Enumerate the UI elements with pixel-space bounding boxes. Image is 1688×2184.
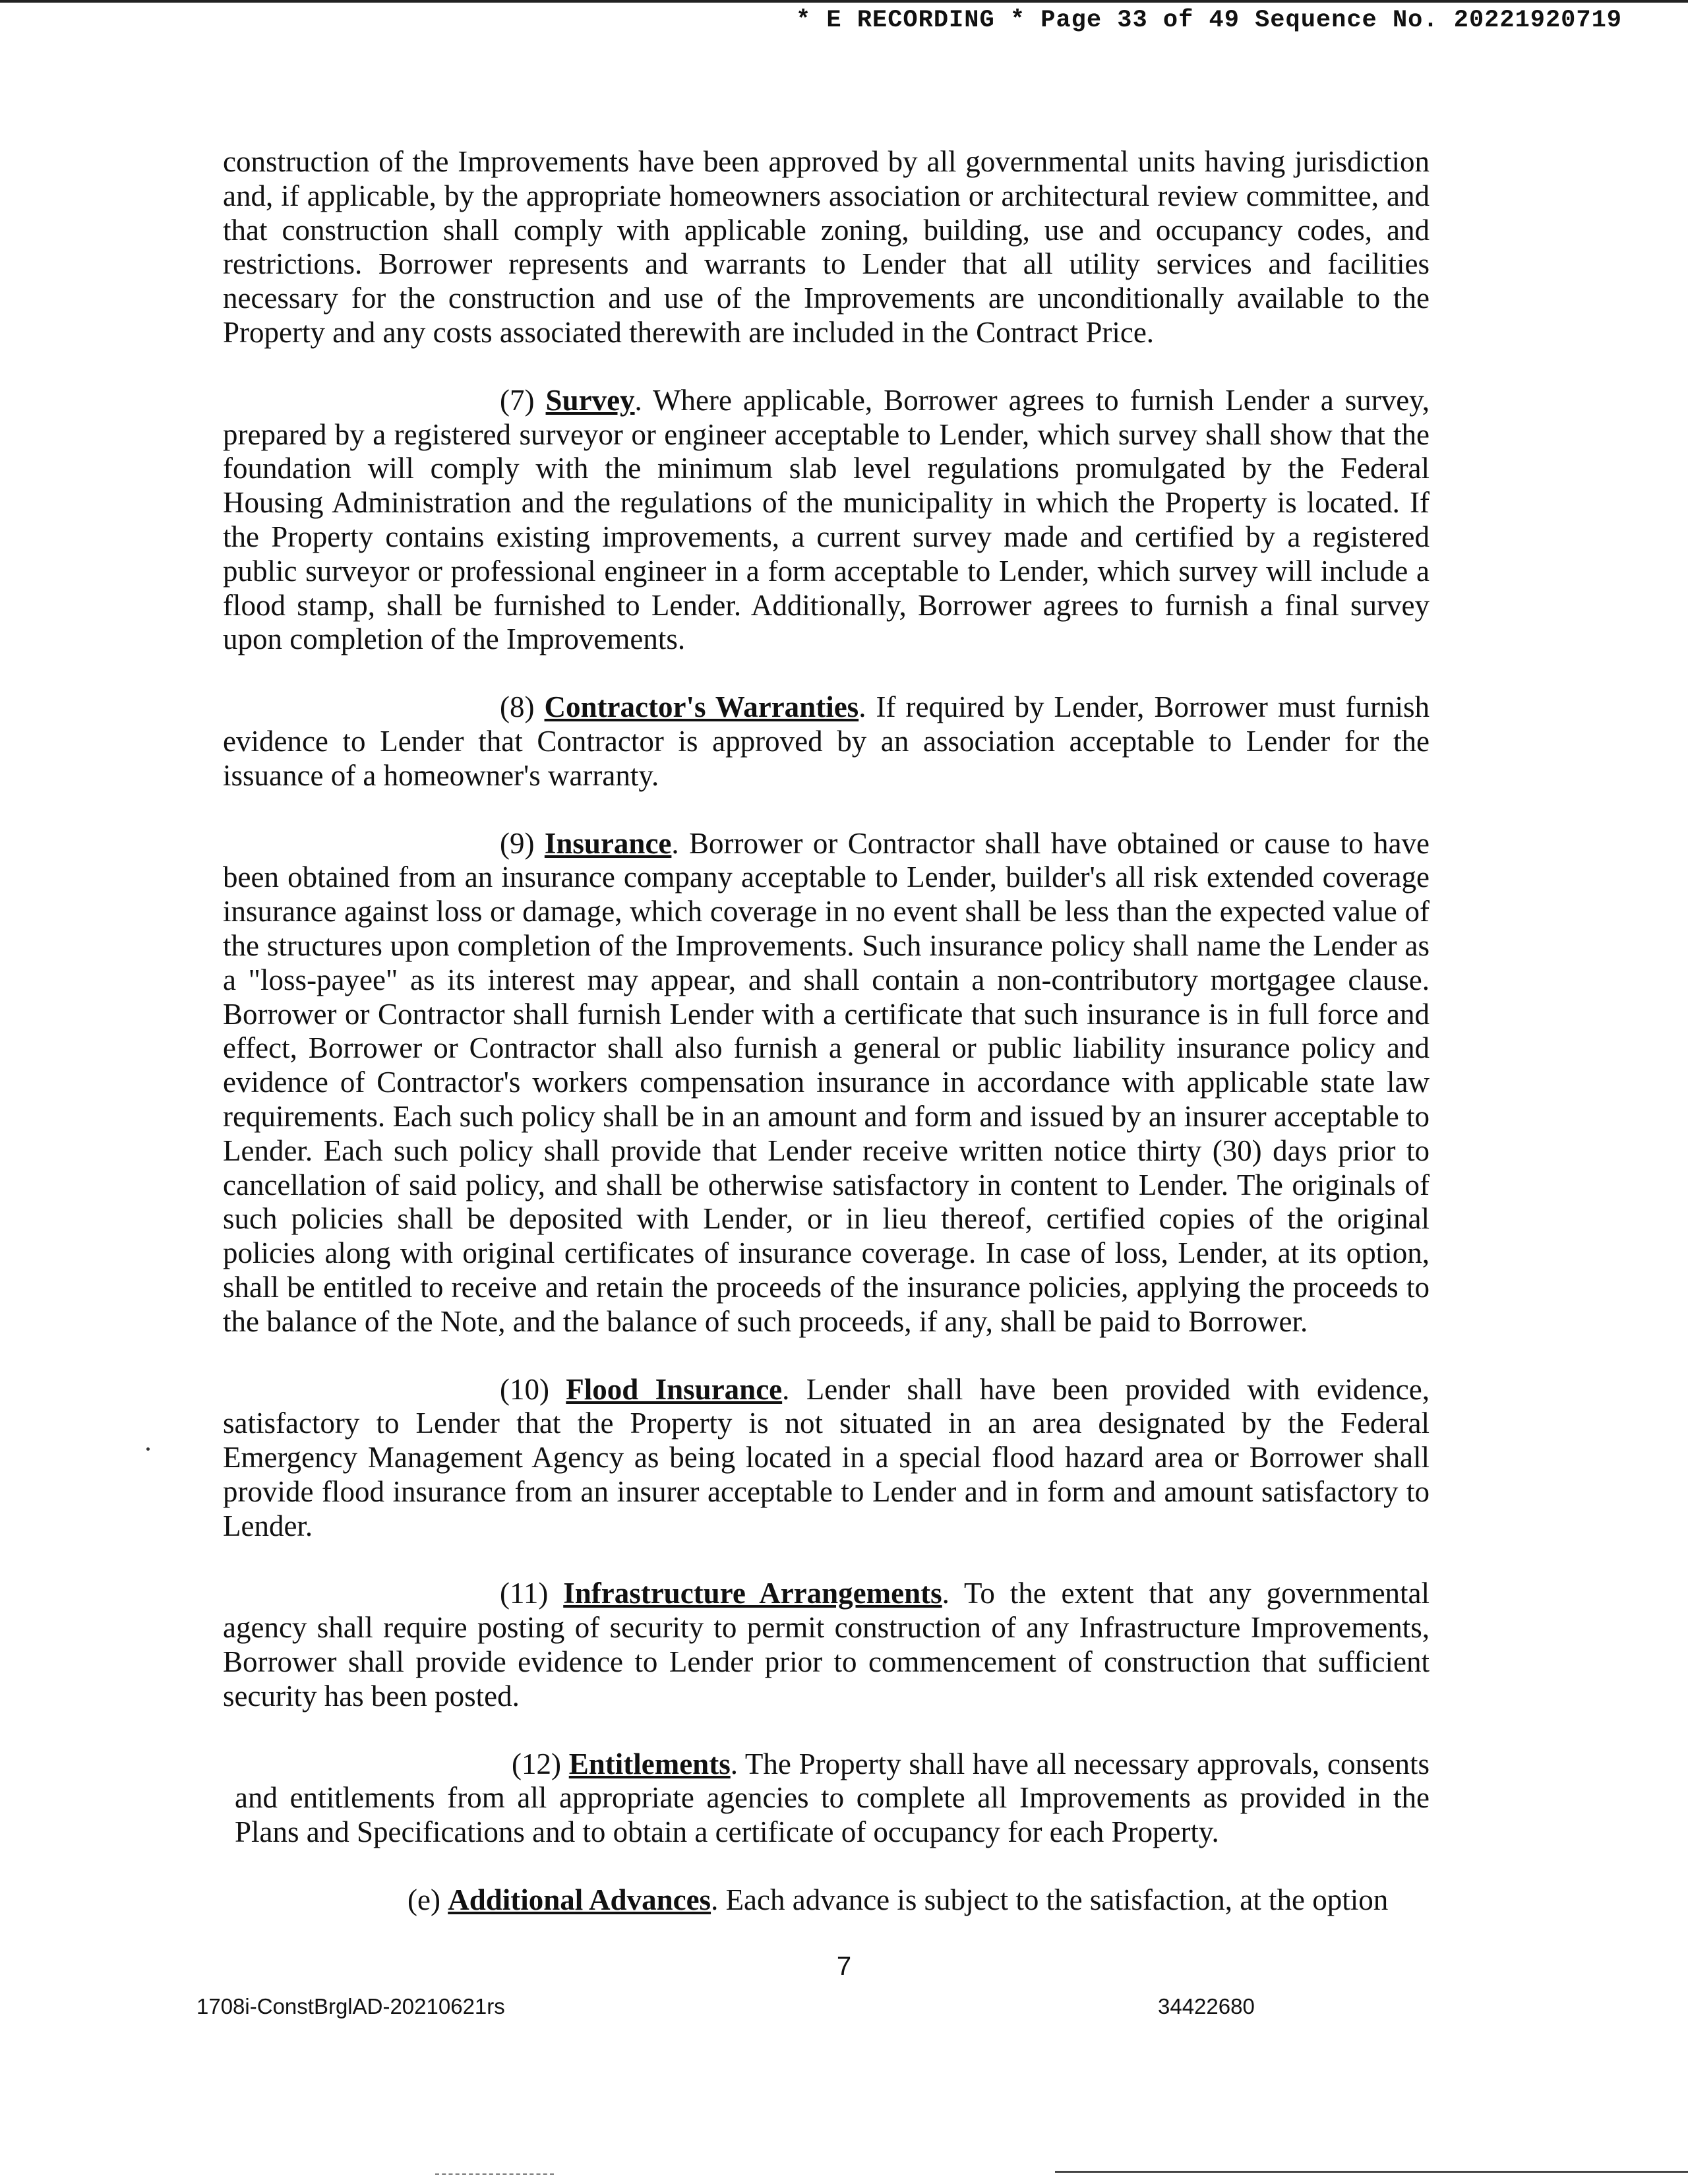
document-body: [223, 145, 1430, 1918]
paragraph-number: (9): [500, 826, 535, 860]
paragraph-heading: Survey: [545, 383, 635, 417]
top-border-rule: [0, 0, 1688, 3]
paragraph-heading: Entitlements: [568, 1747, 731, 1780]
bottom-dash-mark: [435, 2173, 554, 2175]
paragraph-heading: Contractor's Warranties: [544, 690, 859, 724]
scan-speck: [146, 1447, 150, 1451]
paragraph-flood-insurance: [223, 1373, 1430, 1544]
loan-number: 34422680: [1158, 1994, 1255, 2018]
paragraph-insurance: [223, 827, 1430, 1339]
paragraph-additional-advances: [223, 1883, 1430, 1918]
document-code: 1708i-ConstBrglAD-20210621rs: [196, 1994, 505, 2018]
paragraph-heading: Flood Insurance: [566, 1372, 783, 1406]
paragraph-heading: Infrastructure Arrangements: [563, 1577, 942, 1610]
paragraph-contractors-warranties: [223, 690, 1430, 793]
paragraph-text: . Borrower or Contractor shall have obtained or cause to have been obtained from an insurance company acceptable to Lender, builder's all risk extended coverage insurance against loss or damage, which coverage in no event shall be less than the expected value of the structures upon completion of the Improvements. Such insurance policy shall name the Lender as a "loss-payee" as its interest may appear, and shall contain a non-contributory mortgagee clause. Borrower or Contractor shall furnish Lender with a certificate that such insurance is in full force and effect, Borrower or Contractor shall also furnish a general or public liability insurance policy and evidence of Contractor's workers compensation insurance in accordance with applicable state law requirements. Each such policy shall be in an amount and form and issued by an insurer acceptable to Lender. Each such policy shall provide that Lender receive written notice thirty (30) days prior to cancellation of said policy, and shall be otherwise satisfactory in content to Lender. The originals of such policies shall be deposited with Lender, or in lieu thereof, certified copies of the original policies along with original certificates of insurance coverage. In case of loss, Lender, at its option, shall be entitled to receive and retain the proceeds of the insurance policies, applying the proceeds to the balance of the Note, and the balance of such proceeds, if any, shall be paid to Borrower.: [223, 826, 1430, 1338]
bottom-border-rule: [1055, 2171, 1688, 2173]
paragraph-heading: Additional Advances: [448, 1883, 711, 1917]
paragraph-entitlements: [223, 1747, 1430, 1850]
paragraph-text: . Where applicable, Borrower agrees to furnish Lender a survey, prepared by a registered surveyor or engineer acceptable to Lender, which survey shall show that the foundation will comply with the minimum slab level regulations promulgated by the Federal Housing Administration and the regulations of the municipality in which the Property is located. If the Property contains existing improvements, a current survey made and certified by a registered public surveyor or professional engineer in a form acceptable to Lender, which survey will include a flood stamp, shall be furnished to Lender. Additionally, Borrower agrees to furnish a final survey upon completion of the Improvements.: [223, 383, 1430, 656]
paragraph-text: . Lender shall have been provided with evidence, satisfactory to Lender that the Property is not situated in an area designated by the Federal Emergency Management Agency as being located in a special flood hazard area or Borrower shall provide flood insurance from an insurer acceptable to Lender and in form and amount satisfactory to Lender.: [223, 1372, 1430, 1542]
paragraph-text: construction of the Improvements have been approved by all governmental units having jurisdiction and, if applicable, by the appropriate homeowners association or architectural review committee, and that construction shall comply with applicable zoning, building, use and occupancy codes, and restrictions. Borrower represents and warrants to Lender that all utility services and facilities necessary for the construction and use of the Improvements are unconditionally available to the Property and any costs associated therewith are included in the Contract Price.: [223, 145, 1430, 349]
paragraph-number: (10): [500, 1372, 549, 1406]
paragraph-text: . To the extent that any governmental agency shall require posting of security to permit construction of any Infrastructure Improvements, Borrower shall provide evidence to Lender prior to commencement of construction that sufficient security has been posted.: [223, 1577, 1430, 1713]
paragraph-infrastructure-arrangements: [223, 1577, 1430, 1713]
paragraph-number: (11): [500, 1577, 549, 1610]
paragraph-number: (8): [500, 690, 535, 724]
paragraph-number: (e): [407, 1883, 440, 1917]
paragraph-text: . The Property shall have all necessary approvals, consents and entitlements from all appropriate agencies to complete all Improvements as provided in the Plans and Specifications and to obtain a certificate of occupancy for each Property.: [235, 1747, 1430, 1849]
recording-header: * E RECORDING * Page 33 of 49 Sequence No. 20221920719: [796, 7, 1622, 34]
paragraph-text: . If required by Lender, Borrower must furnish evidence to Lender that Contractor is approved by an association acceptable to Lender for the issuance of a homeowner's warranty.: [223, 690, 1430, 792]
paragraph-survey: [223, 384, 1430, 657]
paragraph-text: . Each advance is subject to the satisfaction, at the option: [711, 1883, 1389, 1917]
page-number: 7: [836, 1952, 852, 1981]
paragraph-number: (7): [500, 383, 535, 417]
paragraph-continuation: [223, 145, 1430, 350]
paragraph-heading: Insurance: [544, 826, 672, 860]
paragraph-number: (12): [512, 1747, 561, 1780]
